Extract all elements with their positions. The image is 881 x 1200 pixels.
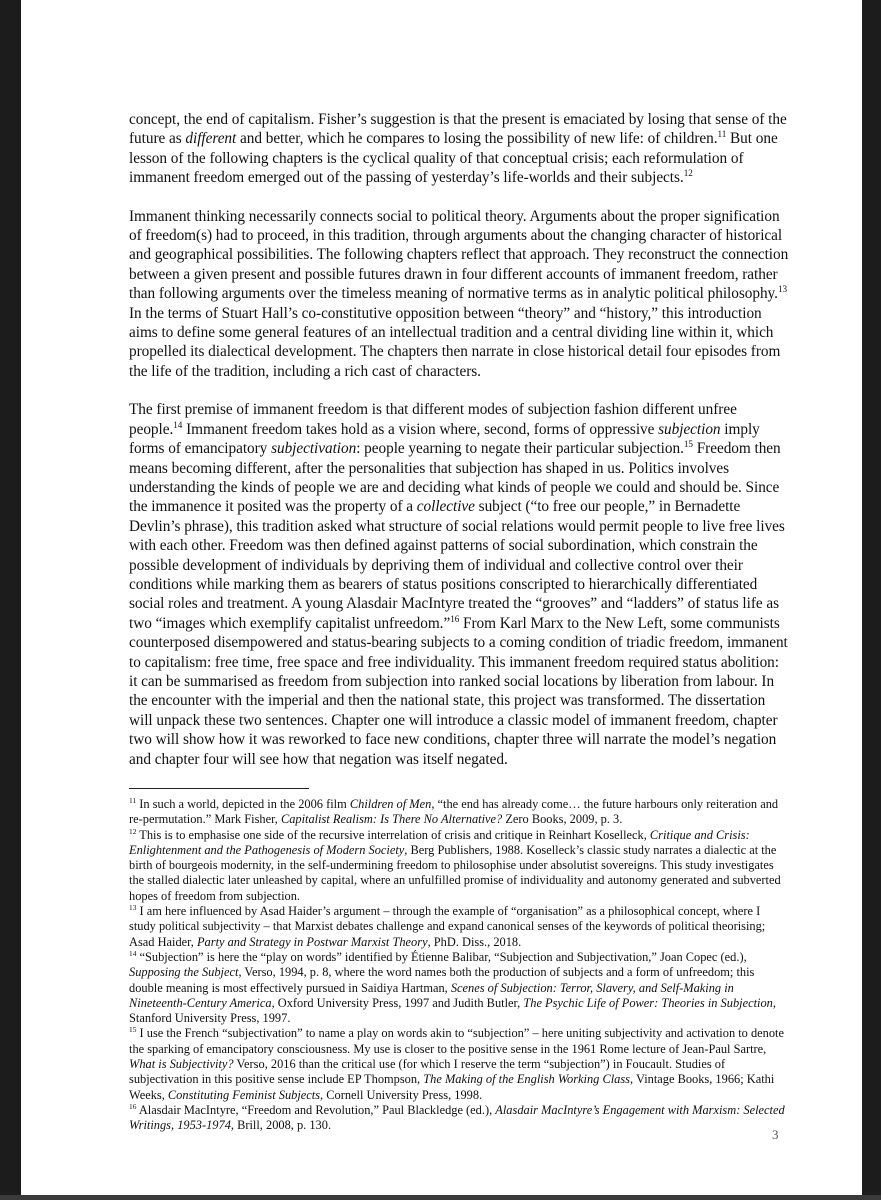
text-run: subject (“to free our people,” in Bernadette Devlin’s phrase), this tradition asked what structure of social relations would permit people to live free lives with each other. Freedom was then defined against patterns of social subordination, which constrain the possible development of individuals by depriving them of individual and collective control over their conditions while marking them as bearers of status positions conscripted to hierarchically differentiated social roles and treatment. A young Alasdair MacIntyre treated the “grooves” and “ladders” of status life as two “images which exemplify capitalist unfreedom.” [129, 498, 785, 632]
paragraph-3 [129, 400, 789, 769]
text-run: , Oxford University Press, 1997 and Judith Butler, [271, 995, 524, 1010]
text-run: But one lesson of the following chapters is the cyclical quality of that conceptual crisis; each reformulation of immanent freedom emerged out of the passing of yesterday’s life-worlds and their subjects. [129, 130, 778, 187]
text-run: , PhD. Diss., 2018. [427, 934, 522, 949]
text-run: and better, which he compares to losing the possibility of new life: of children. [236, 130, 718, 148]
text-run: , Berg Publishers, 1988. Koselleck’s classic study narrates a dialectic at the birth of bourgeois modernity, in the self-undermining freedom to philosophise under absolutist sovereigns. This study investigates the stalled dialectic later unleashed by capital, where an unfulfilled promise of individuality and autonomy generated and subverted hopes of freedom from subjection. [129, 842, 781, 903]
text-run: concept, the end of capitalism. Fisher’s suggestion is that the present is emaciated by losing that sense of the future as [129, 111, 787, 148]
text-run: The first premise of immanent freedom is that different modes of subjection fashion different unfree people. [129, 401, 737, 438]
footnote-ref: 14 [129, 948, 137, 958]
text-run: I use the French “subjectivation” to name a play on words akin to “subjection” – here uniting subjectivity and activation to denote the sparking of emancipatory consciousness. My use is closer to the positive sense in the 1961 Rome lecture of Jean-Paul Sartre, [129, 1026, 784, 1056]
text-run: , “the end has already come… the future harbours only reiteration and re-permutation.” Mark Fisher, [129, 797, 779, 827]
text-run: , Stanford University Press, 1997. [129, 995, 776, 1026]
italic-text: Critique and Crisis: Enlightenment and the Pathogenesis of Modern Society [129, 827, 750, 857]
page-bottom-edge [0, 1195, 881, 1200]
footnote-11 [129, 797, 789, 828]
italic-text: subjection [658, 420, 721, 438]
italic-text: Constituting Feminist Subjects [167, 1087, 321, 1102]
footnote-ref: 14 [173, 419, 183, 430]
text-run: From Karl Marx to the New Left, some communists counterposed disempowered and status-bearing subjects to a coming condition of triadic freedom, immanent to capitalism: free time, free space and free individuality. This immanent freedom required status abolition: it can be summarised as freedom from subjection into ranked social locations by liberation from labour. In the encounter with the imperial and then the national state, this project was transformed. The dissertation will unpack these two sentences. Chapter one will introduce a classic model of immanent freedom, chapter two will show how it was reworked to face new conditions, chapter three will narrate the model’s negation and chapter four will see how that negation was itself negated. [129, 614, 788, 768]
footnote-ref: 16 [129, 1101, 137, 1111]
footnote-separator [129, 788, 309, 789]
footnote-ref: 15 [683, 439, 693, 449]
footnote-14 [129, 950, 789, 1026]
italic-text: Supposing the Subject [129, 965, 239, 980]
footnote-ref: 12 [683, 168, 693, 179]
footnote-16 [129, 1103, 789, 1134]
italic-text: The Making of the English Working Class [423, 1072, 631, 1087]
text-run: Verso, 2016 than the critical use (for which I reserve the term “subjection”) in Foucault. Studies of subjectivation in this positive sense include EP Thompson, [129, 1057, 726, 1087]
paragraph-1 [129, 110, 789, 188]
italic-text: Scenes of Subjection: Terror, Slavery, and Self-Making in Nineteenth-Century America [129, 980, 734, 1010]
italic-text: Alasdair MacIntyre’s Engagement with Marxism: Selected Writings, 1953-1974 [129, 1102, 785, 1133]
footnote-ref: 13 [777, 284, 788, 295]
footnote-ref: 11 [129, 795, 137, 805]
italic-text: Capitalist Realism: Is There No Alternative? [280, 812, 503, 827]
text-run: In such a world, depicted in the 2006 film [136, 797, 350, 811]
text-run: imply forms of emancipatory [129, 420, 760, 458]
italic-text: subjectivation [271, 440, 357, 458]
italic-text: different [185, 130, 237, 148]
footnotes [129, 797, 862, 1134]
text-run: Freedom then means becoming different, after the personalities that subjection has shaped in us. Politics involves understanding the kinds of people we are and deciding what kinds of people we could and should be. Since the immanence it posited was the property of a [129, 440, 781, 516]
italic-text: collective [416, 498, 475, 516]
paragraph-2 [129, 207, 789, 382]
page-number: 3 [772, 1127, 779, 1142]
footnote-ref: 12 [129, 826, 137, 836]
text-run: “Subjection” is here the “play on words” identified by Étienne Balibar, “Subjection and Subjectivation,” Joan Copec (ed.), [136, 949, 747, 964]
text-run: Alasdair MacIntyre, “Freedom and Revolution,” Paul Blackledge (ed.), [136, 1102, 496, 1117]
text-run: Immanent freedom takes hold as a vision where, second, forms of oppressive [182, 420, 659, 438]
footnote-ref: 15 [129, 1025, 137, 1035]
footnote-ref: 11 [717, 129, 727, 140]
text-run: , Verso, 1994, p. 8, where the word names both the production of subjects and a form of unfreedom; this double meaning is most effectively pursued in Saidiya Hartman, [129, 965, 755, 995]
body-text [129, 110, 789, 769]
italic-text: The Psychic Life of Power: Theories in Subjection [523, 995, 773, 1010]
text-run: , Brill, 2008, p. 130. [230, 1118, 332, 1133]
footnote-13 [129, 904, 789, 950]
document-page [21, 0, 862, 1195]
text-run: I am here influenced by Asad Haider’s argument – through the example of “organisation” as a philosophical concept, where I study political subjectivity – that Marxist debates challenge and expand canonical senses of the keywords of political theorising; Asad Haider, [129, 904, 766, 949]
footnote-15 [129, 1026, 789, 1102]
text-run: , Vintage Books, 1966; Kathi Weeks, [129, 1072, 775, 1102]
italic-text: Party and Strategy in Postwar Marxist Theory [196, 934, 428, 949]
footnote-ref: 16 [450, 613, 460, 624]
text-run: Immanent thinking necessarily connects social to political theory. Arguments about the proper signification of freedom(s) had to proceed, in this tradition, through arguments about the changing character of historical and geographical possibilities. The following chapters reflect that approach. They reconstruct the connection between a given present and possible futures drawn in four different accounts of immanent freedom, rather than following arguments over the timeless meaning of normative terms as in analytic political philosophy. [129, 207, 789, 303]
footnote-ref: 13 [129, 902, 137, 912]
italic-text: What is Subjectivity? [129, 1057, 234, 1072]
italic-text: Children of Men [349, 797, 432, 811]
text-run: In the terms of Stuart Hall’s co-constitutive opposition between “theory” and “history,” this introduction aims to define some general features of an intellectual tradition and a central dividing line within it, which propelled its dialectical development. The chapters then narrate in close historical detail four episodes from the life of the tradition, including a rich cast of characters. [129, 304, 781, 380]
footnote-12 [129, 828, 789, 904]
text-run: Zero Books, 2009, p. 3. [502, 812, 623, 827]
text-run: This is to emphasise one side of the recursive interrelation of crisis and critique in Reinhart Koselleck, [136, 827, 650, 842]
text-run: , Cornell University Press, 1998. [320, 1087, 483, 1102]
text-run: : people yearning to negate their particular subjection. [356, 440, 684, 458]
